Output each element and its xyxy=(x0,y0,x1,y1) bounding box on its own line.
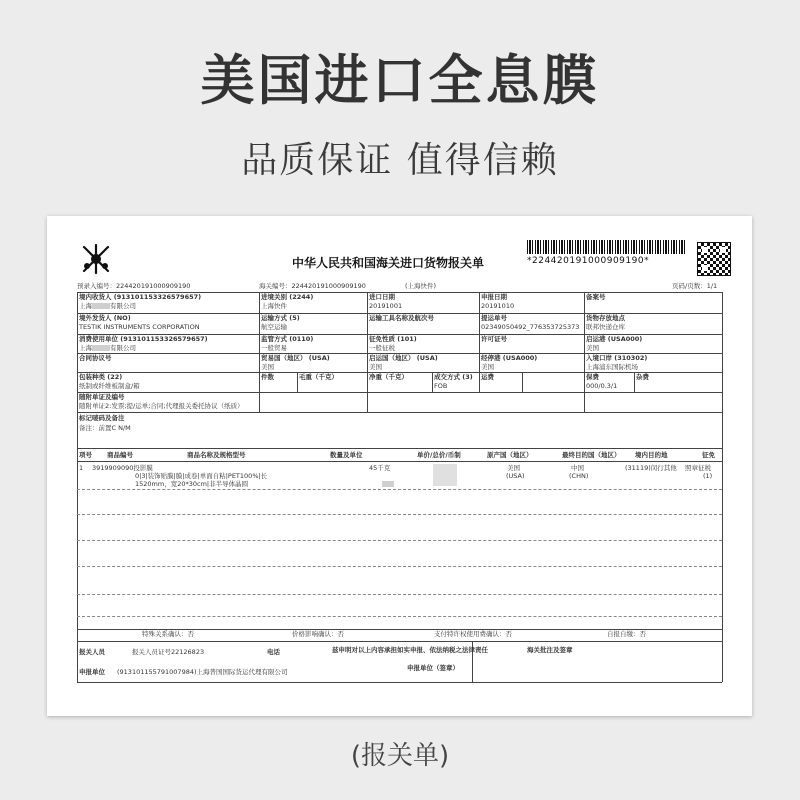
supervision-label: 监管方式 (0110) xyxy=(261,335,314,343)
declarant-cert: 报关人员证号22126823 xyxy=(132,648,205,656)
consignee-label: 境内收货人 (913101153326579657) xyxy=(79,293,202,301)
marks-label: 标记唛码及备注 xyxy=(79,414,125,422)
bill-label: 提运单号 xyxy=(481,314,507,322)
pack-label: 包装种类 (22) xyxy=(79,373,123,381)
misc-label: 杂费 xyxy=(636,373,649,381)
special-relation: 特殊关系确认：否 xyxy=(142,630,194,638)
trade-country-value: 美国 xyxy=(261,363,274,371)
import-date-label: 进口日期 xyxy=(369,293,395,301)
levy-label: 征免性质 (101) xyxy=(369,335,417,343)
shipper-name: TESTIK INSTRUMENTS CORPORATION xyxy=(79,323,200,331)
insurance-label: 保费 xyxy=(586,373,599,381)
item-origin: 美国 xyxy=(507,464,520,472)
item-qty-blurred xyxy=(382,480,394,488)
import-date-value: 20191001 xyxy=(369,302,403,310)
consumer-label: 消费使用单位 (913101153326579657) xyxy=(79,335,208,343)
transport-mode-label: 运输方式 (5) xyxy=(261,314,300,322)
price-impact: 价格影响确认：否 xyxy=(292,630,344,638)
form-title: 中华人民共和国海关进口货物报关单 xyxy=(292,256,485,270)
column-code: 商品编号 xyxy=(107,451,133,459)
supervision-value: 一般贸易 xyxy=(261,344,287,352)
storage-value: 联邦快递仓库 xyxy=(586,323,625,331)
agent-value: (913101155791007984)上海普国国际货运代理有限公司 xyxy=(117,668,288,676)
shipper-label: 境外发货人 (NO) xyxy=(79,314,131,322)
legal-statement: 兹申明对以上内容承担如实申报、依法纳税之法律责任 xyxy=(332,646,488,654)
transit-port-label: 经停港 (USA000) xyxy=(481,354,538,362)
item-no: 1 xyxy=(79,464,84,472)
item-levy-code: (1) xyxy=(703,472,713,480)
column-domestic: 境内目的地 xyxy=(635,451,668,459)
pre-entry-no: 预录入编号：224420191000909190 xyxy=(77,282,191,290)
port-name: (上海快件) xyxy=(405,282,437,290)
barcode-number: *224420191000909190* xyxy=(527,256,650,266)
depart-port-label: 启运港 (USA000) xyxy=(586,335,643,343)
origin-country-value: 美国 xyxy=(369,363,382,371)
entry-port-label: 进境关别 (2244) xyxy=(261,293,314,301)
customs-emblem-icon xyxy=(79,242,113,276)
approval-label: 海关批注及签章 xyxy=(527,646,573,654)
trade-country-label: 贸易国（地区） (USA) xyxy=(261,354,330,362)
item-spec-line-2: 1520mm，宽20*30cm|非半导体晶圆 xyxy=(135,480,249,488)
deal-label: 成交方式 (3) xyxy=(434,373,473,381)
item-origin-code: (USA) xyxy=(506,472,525,480)
docs-label: 随附单证及编号 xyxy=(79,393,125,401)
declare-date-value: 20191010 xyxy=(481,302,515,310)
transit-port-value: 美国 xyxy=(481,363,494,371)
subheadline: 品质保证 值得信赖 xyxy=(241,140,559,181)
self-pay: 自报自缴：否 xyxy=(607,630,646,638)
consignee-name: 上海 有限公司 xyxy=(79,302,136,310)
entry-place-value: 上海浦东国际机场 xyxy=(586,363,638,371)
column-name: 商品名称及规格型号 xyxy=(187,451,246,459)
column-qty: 数量及单位 xyxy=(330,451,363,459)
depart-port-value: 美国 xyxy=(586,344,599,352)
column-dest: 最终目的国（地区） xyxy=(562,451,621,459)
vessel-label: 运输工具名称及航次号 xyxy=(369,314,434,322)
item-code-and-name: 3919909090投影膜 xyxy=(92,464,153,472)
column-price: 单价/总价/币制 xyxy=(417,451,461,459)
phone-label: 电话 xyxy=(267,648,280,656)
column-levy: 征免 xyxy=(702,451,715,459)
consumer-name: 上海 有限公司 xyxy=(79,344,136,352)
pieces-label: 件数 xyxy=(261,373,274,381)
royalty-confirm: 支付特许权使用费确认：否 xyxy=(434,630,512,638)
entry-place-label: 入境口岸 (310302) xyxy=(586,354,648,362)
item-dest-code: (CHN) xyxy=(569,472,589,480)
qr-code-icon xyxy=(697,242,731,276)
customs-no: 海关编号：224420191000909190 xyxy=(259,282,366,290)
origin-country-label: 启运国（地区） (USA) xyxy=(369,354,438,362)
page-count: 页码/页数：1/1 xyxy=(672,282,718,290)
item-spec-line-1: 0|3|装饰贴膜|膜|成卷|单面自粘|PET100%|长 xyxy=(135,472,268,480)
docs-value: 随附单证2:发票;提/运单;合同;代理报关委托协议（纸质） xyxy=(79,402,244,410)
declarant-label: 报关人员 xyxy=(79,648,105,656)
contract-label: 合同协议号 xyxy=(79,354,112,362)
column-origin: 原产国（地区） xyxy=(487,451,533,459)
item-domestic: (31119)闵行其他 xyxy=(625,464,677,472)
customs-declaration-form xyxy=(47,216,752,716)
entry-port-value: 上海快件 xyxy=(261,302,287,310)
bill-value: 02349050492_776353725373 xyxy=(481,323,580,331)
declare-date-label: 申报日期 xyxy=(481,293,507,301)
levy-value: 一般征税 xyxy=(369,344,395,352)
insurance-value: 000/0.3/1 xyxy=(586,382,618,390)
net-label: 净重（千克） xyxy=(369,373,408,381)
marks-value: 备注：前置C N/M xyxy=(79,424,131,432)
item-levy: 照章征税 xyxy=(685,464,711,472)
item-price-blurred xyxy=(433,464,457,486)
column-item-no: 项号 xyxy=(79,451,92,459)
license-label: 许可证号 xyxy=(481,335,507,343)
pack-value: 纸制或纤维板制盒/箱 xyxy=(79,382,140,390)
barcode xyxy=(527,240,687,254)
gross-label: 毛重（千克） xyxy=(299,373,338,381)
deal-value: FOB xyxy=(434,382,448,390)
record-no-label: 备案号 xyxy=(586,293,606,301)
caption: (报关单) xyxy=(350,741,450,771)
transport-mode-value: 航空运输 xyxy=(261,323,287,331)
agent-label: 申报单位 xyxy=(79,668,105,676)
agent-sign: 申报单位（签章） xyxy=(407,664,459,672)
storage-label: 货物存放地点 xyxy=(586,314,625,322)
headline: 美国进口全息膜 xyxy=(200,49,600,112)
item-dest: 中国 xyxy=(571,464,584,472)
item-qty: 45千克 xyxy=(369,464,391,472)
freight-label: 运费 xyxy=(481,373,494,381)
